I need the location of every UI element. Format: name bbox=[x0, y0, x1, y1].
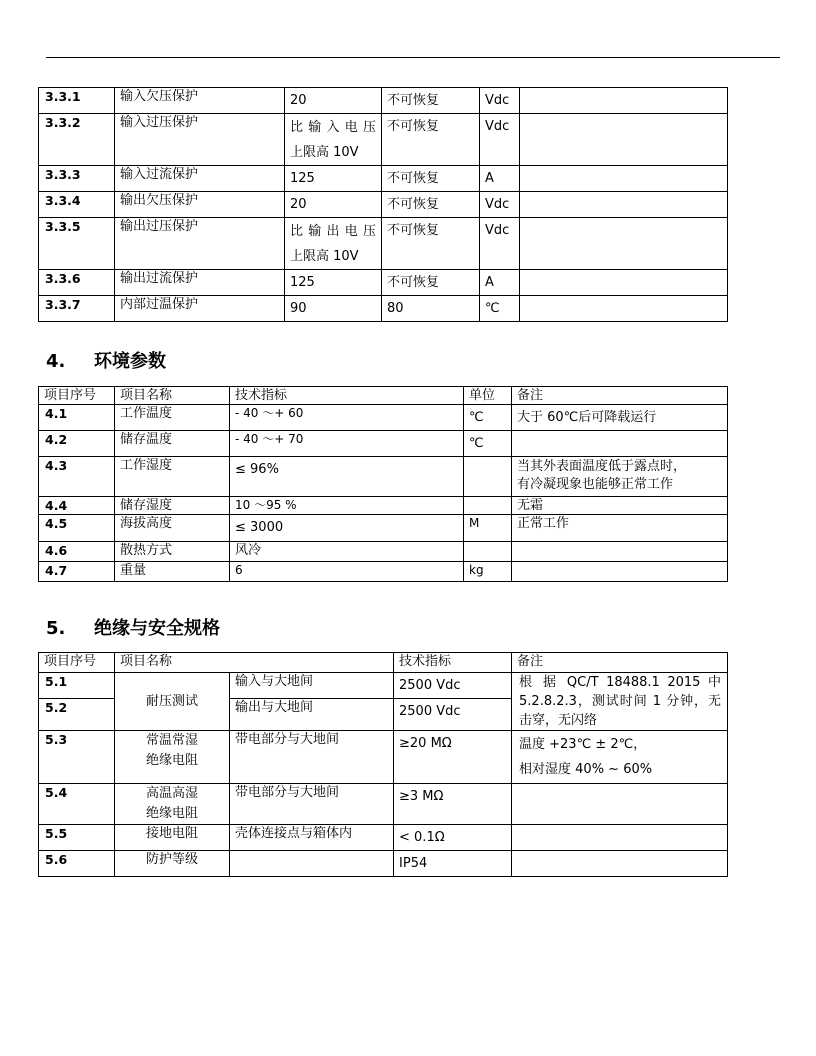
item-note bbox=[512, 731, 728, 784]
item-value bbox=[285, 218, 382, 270]
header-note: 备注 bbox=[512, 653, 728, 673]
item-note-line3: 击穿，无闪络 bbox=[519, 713, 598, 728]
item-recovery: 不可恢复 bbox=[382, 114, 480, 166]
item-value-line2: 上限高 10V bbox=[290, 145, 359, 160]
item-note bbox=[512, 851, 728, 877]
item-value bbox=[285, 114, 382, 166]
item-sub: 输入与大地间 bbox=[230, 673, 394, 699]
item-name: 工作湿度 bbox=[115, 457, 230, 497]
item-note: 大于 60℃后可降载运行 bbox=[512, 405, 728, 431]
item-note-line1: 根 据 QC/T 18488.1 2015 中 bbox=[519, 675, 721, 690]
item-spec: 风冷 bbox=[230, 542, 464, 562]
item-name: 散热方式 bbox=[115, 542, 230, 562]
item-id: 4.7 bbox=[39, 562, 115, 582]
item-note bbox=[512, 784, 728, 825]
header-id: 项目序号 bbox=[39, 387, 115, 405]
table-row bbox=[39, 88, 728, 114]
table-header-row bbox=[39, 653, 728, 673]
table-row bbox=[39, 166, 728, 192]
item-note bbox=[512, 431, 728, 457]
section-title: 环境参数 bbox=[94, 351, 166, 372]
item-note bbox=[512, 825, 728, 851]
item-name-line2: 绝缘电阻 bbox=[145, 806, 198, 821]
table-row bbox=[39, 851, 728, 877]
item-unit: Vdc bbox=[480, 192, 520, 218]
item-unit bbox=[464, 542, 512, 562]
item-name: 储存湿度 bbox=[115, 497, 230, 515]
item-note-line1: 温度 +23℃ ± 2℃， bbox=[519, 737, 647, 752]
table-row bbox=[39, 825, 728, 851]
header-name: 项目名称 bbox=[115, 653, 394, 673]
item-id: 3.3.3 bbox=[39, 166, 115, 192]
item-note bbox=[520, 114, 728, 166]
item-id: 5.4 bbox=[39, 784, 115, 825]
table-row bbox=[39, 192, 728, 218]
item-sub bbox=[230, 851, 394, 877]
item-sub: 壳体连接点与箱体内 bbox=[230, 825, 394, 851]
item-note-line1: 当其外表面温度低于露点时， bbox=[517, 459, 687, 474]
item-name: 接地电阻 bbox=[115, 825, 230, 851]
item-spec: 2500 Vdc bbox=[394, 699, 512, 731]
item-unit: kg bbox=[464, 562, 512, 582]
item-recovery: 不可恢复 bbox=[382, 270, 480, 296]
item-name: 输出欠压保护 bbox=[115, 192, 285, 218]
item-note-line2: 5.2.8.2.3，测试时间 1 分钟，无 bbox=[519, 694, 721, 709]
item-spec: ≤ 3000 bbox=[230, 515, 464, 542]
item-sub: 带电部分与大地间 bbox=[230, 784, 394, 825]
item-id: 3.3.2 bbox=[39, 114, 115, 166]
environment-table bbox=[38, 386, 728, 582]
item-value: 90 bbox=[285, 296, 382, 322]
item-note-line2: 有冷凝现象也能够正常工作 bbox=[517, 477, 674, 492]
item-id: 4.2 bbox=[39, 431, 115, 457]
item-unit: ℃ bbox=[464, 431, 512, 457]
table-row bbox=[39, 218, 728, 270]
item-id: 5.5 bbox=[39, 825, 115, 851]
table-row bbox=[39, 515, 728, 542]
header-unit: 单位 bbox=[464, 387, 512, 405]
item-note bbox=[520, 192, 728, 218]
item-name: 内部过温保护 bbox=[115, 296, 285, 322]
item-note bbox=[520, 270, 728, 296]
item-value: 20 bbox=[285, 192, 382, 218]
table-header-row bbox=[39, 387, 728, 405]
item-id: 3.3.6 bbox=[39, 270, 115, 296]
item-id: 3.3.5 bbox=[39, 218, 115, 270]
item-spec: 2500 Vdc bbox=[394, 673, 512, 699]
header-spec: 技术指标 bbox=[394, 653, 512, 673]
section-number: 5. bbox=[46, 618, 66, 639]
header-id: 项目序号 bbox=[39, 653, 115, 673]
item-name: 耐压测试 bbox=[115, 673, 230, 731]
item-name-line2: 绝缘电阻 bbox=[145, 753, 198, 768]
item-note bbox=[512, 562, 728, 582]
item-note: 无霜 bbox=[512, 497, 728, 515]
item-unit: ℃ bbox=[480, 296, 520, 322]
table-row bbox=[39, 405, 728, 431]
item-id: 5.1 bbox=[39, 673, 115, 699]
item-unit: ℃ bbox=[464, 405, 512, 431]
item-spec: - 40 ～+ 70 bbox=[230, 431, 464, 457]
table-row bbox=[39, 457, 728, 497]
item-value-line1: 比输出电压 bbox=[290, 224, 376, 239]
item-note bbox=[520, 166, 728, 192]
item-sub: 输出与大地间 bbox=[230, 699, 394, 731]
section-heading bbox=[46, 350, 166, 374]
item-name-line1: 高温高湿 bbox=[145, 786, 198, 801]
item-note bbox=[512, 673, 728, 731]
item-name: 储存温度 bbox=[115, 431, 230, 457]
item-unit: Vdc bbox=[480, 114, 520, 166]
item-name: 输出过压保护 bbox=[115, 218, 285, 270]
item-recovery: 80 bbox=[382, 296, 480, 322]
header-note: 备注 bbox=[512, 387, 728, 405]
item-spec: - 40 ～+ 60 bbox=[230, 405, 464, 431]
item-name: 重量 bbox=[115, 562, 230, 582]
item-spec: 6 bbox=[230, 562, 464, 582]
item-spec: ≤ 96% bbox=[230, 457, 464, 497]
item-id: 4.4 bbox=[39, 497, 115, 515]
item-id: 4.3 bbox=[39, 457, 115, 497]
item-name: 输入过流保护 bbox=[115, 166, 285, 192]
table-row bbox=[39, 497, 728, 515]
section-number: 4. bbox=[46, 351, 66, 372]
item-name bbox=[115, 784, 230, 825]
table-row bbox=[39, 731, 728, 784]
item-sub: 带电部分与大地间 bbox=[230, 731, 394, 784]
item-spec: ≥20 MΩ bbox=[394, 731, 512, 784]
protection-table bbox=[38, 87, 728, 322]
item-name: 工作温度 bbox=[115, 405, 230, 431]
item-spec: < 0.1Ω bbox=[394, 825, 512, 851]
table-row bbox=[39, 562, 728, 582]
section-heading bbox=[46, 617, 220, 641]
table-row bbox=[39, 542, 728, 562]
item-id: 3.3.1 bbox=[39, 88, 115, 114]
item-name: 输入欠压保护 bbox=[115, 88, 285, 114]
item-unit: Vdc bbox=[480, 218, 520, 270]
item-note: 正常工作 bbox=[512, 515, 728, 542]
item-recovery: 不可恢复 bbox=[382, 88, 480, 114]
item-spec: IP54 bbox=[394, 851, 512, 877]
item-id: 5.3 bbox=[39, 731, 115, 784]
item-unit: A bbox=[480, 270, 520, 296]
table-row bbox=[39, 431, 728, 457]
header-spec: 技术指标 bbox=[230, 387, 464, 405]
item-spec: 10 ～95 % bbox=[230, 497, 464, 515]
item-name: 防护等级 bbox=[115, 851, 230, 877]
table-row bbox=[39, 114, 728, 166]
item-id: 5.6 bbox=[39, 851, 115, 877]
item-note bbox=[512, 457, 728, 497]
item-value: 125 bbox=[285, 166, 382, 192]
item-unit bbox=[464, 457, 512, 497]
item-note bbox=[520, 88, 728, 114]
item-value: 125 bbox=[285, 270, 382, 296]
item-note bbox=[520, 296, 728, 322]
item-note bbox=[520, 218, 728, 270]
item-value: 20 bbox=[285, 88, 382, 114]
item-unit: M bbox=[464, 515, 512, 542]
item-note bbox=[512, 542, 728, 562]
item-id: 3.3.4 bbox=[39, 192, 115, 218]
header-name: 项目名称 bbox=[115, 387, 230, 405]
item-name: 输入过压保护 bbox=[115, 114, 285, 166]
insulation-table bbox=[38, 652, 728, 877]
item-unit: A bbox=[480, 166, 520, 192]
item-value-line1: 比输入电压 bbox=[290, 120, 376, 135]
table-row bbox=[39, 270, 728, 296]
item-id: 4.5 bbox=[39, 515, 115, 542]
header-rule bbox=[46, 57, 780, 58]
item-id: 5.2 bbox=[39, 699, 115, 731]
item-name: 输出过流保护 bbox=[115, 270, 285, 296]
item-recovery: 不可恢复 bbox=[382, 192, 480, 218]
item-name-line1: 常温常湿 bbox=[145, 733, 198, 748]
item-unit bbox=[464, 497, 512, 515]
item-id: 4.6 bbox=[39, 542, 115, 562]
table-row bbox=[39, 296, 728, 322]
item-note-line2: 相对湿度 40% ~ 60% bbox=[519, 762, 653, 777]
item-name: 海拔高度 bbox=[115, 515, 230, 542]
table-row bbox=[39, 784, 728, 825]
table-row bbox=[39, 673, 728, 699]
item-spec: ≥3 MΩ bbox=[394, 784, 512, 825]
item-id: 3.3.7 bbox=[39, 296, 115, 322]
item-id: 4.1 bbox=[39, 405, 115, 431]
item-recovery: 不可恢复 bbox=[382, 166, 480, 192]
item-recovery: 不可恢复 bbox=[382, 218, 480, 270]
item-unit: Vdc bbox=[480, 88, 520, 114]
item-value-line2: 上限高 10V bbox=[290, 249, 359, 264]
item-name bbox=[115, 731, 230, 784]
section-title: 绝缘与安全规格 bbox=[94, 618, 220, 639]
